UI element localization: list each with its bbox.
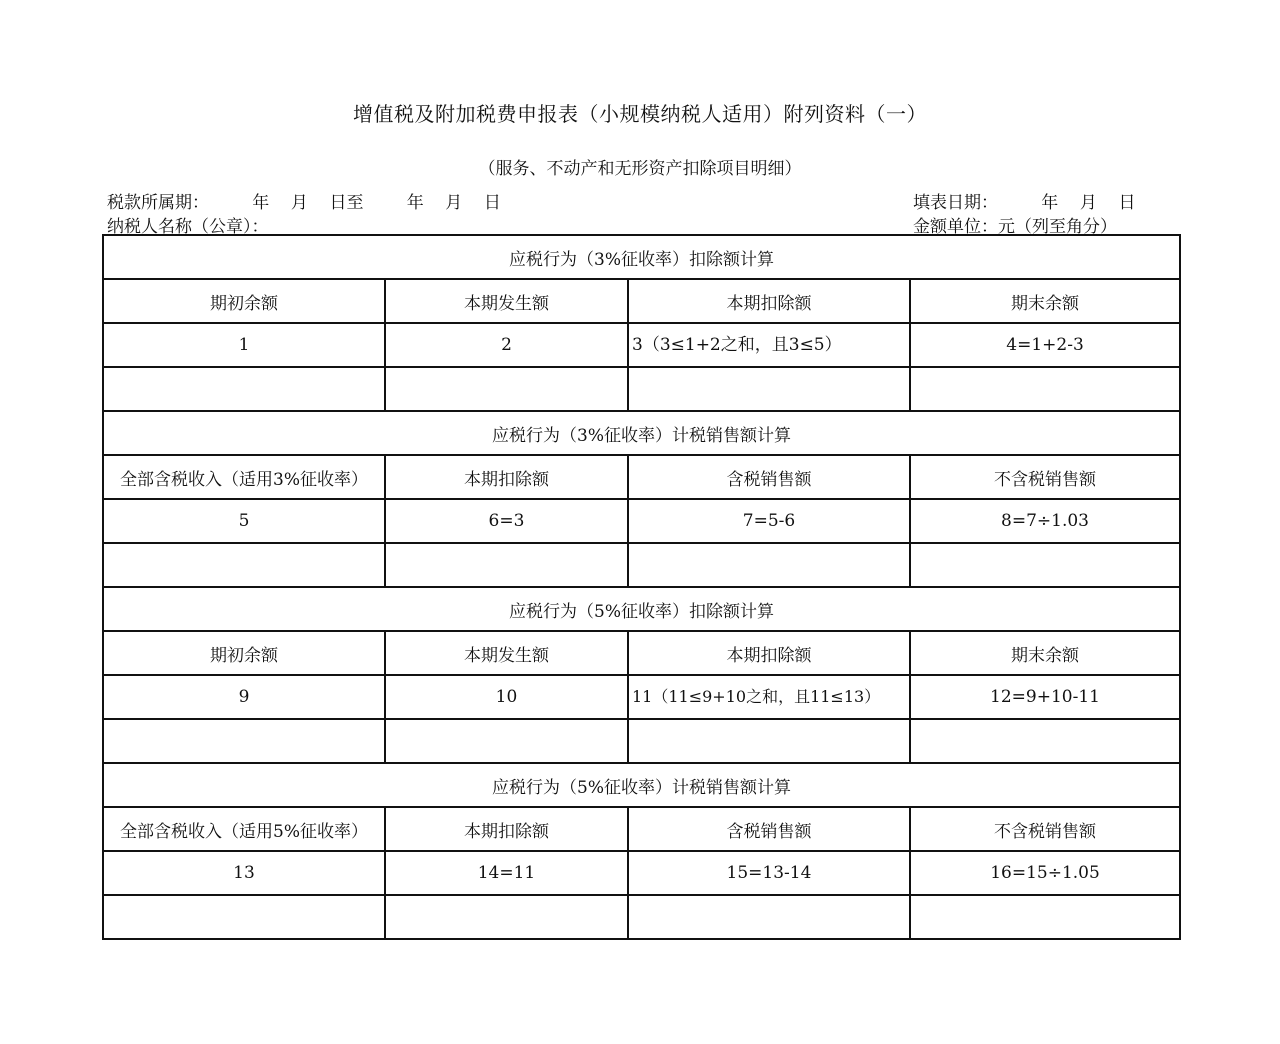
code-cell: 11（11≤9+10之和，且11≤13） bbox=[628, 675, 910, 719]
input-row bbox=[103, 367, 1180, 411]
section-title: 应税行为（3%征收率）扣除额计算 bbox=[103, 235, 1180, 279]
code-cell: 8=7÷1.03 bbox=[910, 499, 1180, 543]
input-cell-current-deduction[interactable] bbox=[628, 367, 910, 411]
input-cell-tax-inclusive-sales[interactable] bbox=[628, 543, 910, 587]
input-cell-current-amount[interactable] bbox=[385, 367, 628, 411]
section-title-row bbox=[103, 235, 1180, 279]
input-cell-current-deduction[interactable] bbox=[628, 719, 910, 763]
input-cell-total-taxable-income[interactable] bbox=[103, 543, 385, 587]
column-header: 含税销售额 bbox=[628, 455, 910, 499]
section-title: 应税行为（5%征收率）计税销售额计算 bbox=[103, 763, 1180, 807]
code-cell: 6=3 bbox=[385, 499, 628, 543]
column-header: 期初余额 bbox=[103, 631, 385, 675]
column-header: 全部含税收入（适用5%征收率） bbox=[103, 807, 385, 851]
taxpayer-name-label: 纳税人名称（公章）： bbox=[107, 217, 269, 237]
column-header: 本期发生额 bbox=[385, 279, 628, 323]
form-title: 增值税及附加税费申报表（小规模纳税人适用）附列资料（一） bbox=[353, 102, 927, 126]
input-row bbox=[103, 719, 1180, 763]
header-row bbox=[103, 279, 1180, 323]
column-header: 本期扣除额 bbox=[385, 807, 628, 851]
input-cell-opening-balance[interactable] bbox=[103, 367, 385, 411]
fill-date-label: 填表日期： 年 月 日 bbox=[913, 193, 1136, 213]
column-header: 全部含税收入（适用3%征收率） bbox=[103, 455, 385, 499]
input-cell-opening-balance[interactable] bbox=[103, 719, 385, 763]
deduction-table bbox=[102, 234, 1181, 940]
column-header: 含税销售额 bbox=[628, 807, 910, 851]
input-cell-current-deduction[interactable] bbox=[385, 543, 628, 587]
code-cell: 12=9+10-11 bbox=[910, 675, 1180, 719]
code-cell: 15=13-14 bbox=[628, 851, 910, 895]
header-row bbox=[103, 631, 1180, 675]
input-cell-current-deduction[interactable] bbox=[385, 895, 628, 939]
column-header: 本期扣除额 bbox=[628, 279, 910, 323]
header-row bbox=[103, 455, 1180, 499]
header-row bbox=[103, 807, 1180, 851]
code-cell: 3（3≤1+2之和，且3≤5） bbox=[628, 323, 910, 367]
code-cell: 14=11 bbox=[385, 851, 628, 895]
code-row bbox=[103, 675, 1180, 719]
section-title-row bbox=[103, 587, 1180, 631]
input-cell-tax-inclusive-sales[interactable] bbox=[628, 895, 910, 939]
code-cell: 4=1+2-3 bbox=[910, 323, 1180, 367]
column-header: 本期扣除额 bbox=[628, 631, 910, 675]
input-cell-tax-exclusive-sales[interactable] bbox=[910, 543, 1180, 587]
section-title-row bbox=[103, 763, 1180, 807]
tax-period-label: 税款所属期： 年 月 日至 年 月 日 bbox=[107, 193, 501, 213]
section-title: 应税行为（5%征收率）扣除额计算 bbox=[103, 587, 1180, 631]
input-cell-current-amount[interactable] bbox=[385, 719, 628, 763]
section-title-row bbox=[103, 411, 1180, 455]
column-header: 期初余额 bbox=[103, 279, 385, 323]
column-header: 不含税销售额 bbox=[910, 807, 1180, 851]
code-row bbox=[103, 851, 1180, 895]
code-cell: 16=15÷1.05 bbox=[910, 851, 1180, 895]
column-header: 本期发生额 bbox=[385, 631, 628, 675]
amount-unit-label: 金额单位：元（列至角分） bbox=[913, 217, 1117, 237]
column-header: 不含税销售额 bbox=[910, 455, 1180, 499]
code-row bbox=[103, 499, 1180, 543]
input-cell-total-taxable-income[interactable] bbox=[103, 895, 385, 939]
section-title: 应税行为（3%征收率）计税销售额计算 bbox=[103, 411, 1180, 455]
column-header: 期末余额 bbox=[910, 279, 1180, 323]
code-row bbox=[103, 323, 1180, 367]
code-cell: 5 bbox=[103, 499, 385, 543]
input-cell-closing-balance[interactable] bbox=[910, 367, 1180, 411]
input-cell-tax-exclusive-sales[interactable] bbox=[910, 895, 1180, 939]
code-cell: 2 bbox=[385, 323, 628, 367]
form-subtitle: （服务、不动产和无形资产扣除项目明细） bbox=[478, 159, 802, 179]
input-row bbox=[103, 543, 1180, 587]
column-header: 本期扣除额 bbox=[385, 455, 628, 499]
column-header: 期末余额 bbox=[910, 631, 1180, 675]
input-cell-closing-balance[interactable] bbox=[910, 719, 1180, 763]
code-cell: 7=5-6 bbox=[628, 499, 910, 543]
code-cell: 13 bbox=[103, 851, 385, 895]
code-cell: 10 bbox=[385, 675, 628, 719]
input-row bbox=[103, 895, 1180, 939]
code-cell: 9 bbox=[103, 675, 385, 719]
code-cell: 1 bbox=[103, 323, 385, 367]
